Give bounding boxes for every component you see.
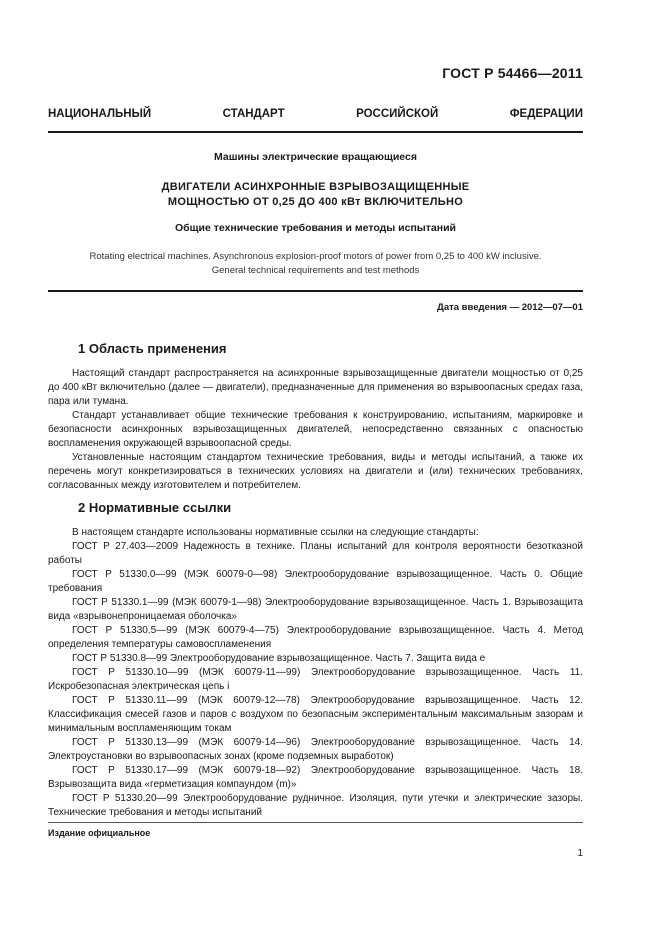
paragraph: Установленные настоящим стандартом технические требования, виды и методы испытаний, а также их перечень могут конкретизироваться в технических условиях на двигатели и (или) технических требованиях, согласованных между изготовителем и потребителем.: [48, 452, 583, 491]
footer-divider: [48, 822, 583, 823]
document-number: ГОСТ Р 54466—2011: [442, 65, 583, 81]
paragraph: В настоящем стандарте использованы нормативные ссылки на следующие стандарты:: [72, 527, 479, 538]
reference-item: ГОСТ Р 27.403—2009 Надежность в технике. Планы испытаний для контроля вероятности безотказной работы: [48, 541, 583, 566]
reference-item: ГОСТ Р 51330.20—99 Электрооборудование рудничное. Изоляция, пути утечки и электрические зазоры. Технические требования и методы испытаний: [48, 793, 583, 818]
middle-divider: [48, 290, 583, 292]
reference-item: ГОСТ Р 51330.5—99 (МЭК 60079-4—75) Электрооборудование взрывозащищенное. Часть 4. Метод определения температуры самовоспламенения: [48, 625, 583, 650]
section-1-heading: 1 Область применения: [78, 341, 227, 356]
national-standard-banner: [48, 108, 583, 120]
reference-item: ГОСТ Р 51330.17—99 (МЭК 60079-18—92) Электрооборудование взрывозащищенное. Часть 18. Взрывозащита вида «герметизация компаундом (m)»: [48, 765, 583, 790]
banner-word: НАЦИОНАЛЬНЫЙ: [48, 108, 152, 120]
section-1-body: [48, 367, 583, 493]
machine-category: Машины электрические вращающиеся: [214, 151, 417, 163]
section-2-heading: 2 Нормативные ссылки: [78, 500, 232, 515]
paragraph: Настоящий стандарт распространяется на асинхронные взрывозащищенные двигатели мощностью от 0,25 до 400 кВт включительно (далее — двигатели), предназначенные для применения во взрывоопасных средах газа, пара или тумана.: [48, 368, 583, 407]
banner-word: ФЕДЕРАЦИИ: [509, 108, 583, 120]
page-number: 1: [577, 848, 583, 859]
requirements-subtitle: Общие технические требования и методы испытаний: [175, 222, 456, 234]
section-2-body: [48, 526, 583, 820]
reference-item: ГОСТ Р 51330.0—99 (МЭК 60079-0—98) Электрооборудование взрывозащищенное. Часть 0. Общие требования: [48, 569, 583, 594]
reference-item: ГОСТ Р 51330.13—99 (МЭК 60079-14—96) Электрооборудование взрывозащищенное. Часть 14. Электроустановки во взрывоопасных зонах (кроме подземных выработок): [48, 737, 583, 762]
paragraph: Стандарт устанавливает общие технические требования к конструированию, испытаниям, маркировке и безопасности асинхронных взрывозащищенных двигателей, непосредственно связанных с опасностью воспламенения окружающей взрывоопасной среды.: [48, 410, 583, 449]
reference-item: ГОСТ Р 51330.10—99 (МЭК 60079-11—99) Электрооборудование взрывозащищенное. Часть 11. Искробезопасная электрическая цепь i: [48, 667, 583, 692]
banner-word: СТАНДАРТ: [222, 108, 285, 120]
reference-item: ГОСТ Р 51330.11—99 (МЭК 60079-12—78) Электрооборудование взрывозащищенное. Часть 12. Классификация смесей газов и паров с воздухом по безопасным экспериментальным максимальным зазорам и минимальным воспламеняющим токам: [48, 695, 583, 734]
english-title: [48, 250, 583, 278]
main-title: [48, 180, 583, 210]
main-title-line-2: МОЩНОСТЬЮ ОТ 0,25 ДО 400 кВт ВКЛЮЧИТЕЛЬНО: [167, 196, 464, 208]
official-edition-label: Издание официальное: [48, 828, 151, 838]
introduction-date: Дата введения — 2012—07—01: [437, 302, 583, 313]
reference-item: ГОСТ Р 51330.8—99 Электрооборудование взрывозащищенное. Часть 7. Защита вида е: [72, 653, 486, 664]
reference-item: ГОСТ Р 51330.1—99 (МЭК 60079-1—98) Электрооборудование взрывозащищенное. Часть 1. Взрывозащита вида «взрывонепроницаемая оболочка»: [48, 597, 583, 622]
banner-word: РОССИЙСКОЙ: [356, 108, 439, 120]
top-divider: [48, 131, 583, 133]
english-title-line-2: General technical requirements and test methods: [211, 265, 420, 276]
english-title-line-1: Rotating electrical machines. Asynchronous explosion-proof motors of power from 0,25 to 400 kW inclusive.: [89, 251, 542, 262]
main-title-line-1: ДВИГАТЕЛИ АСИНХРОННЫЕ ВЗРЫВОЗАЩИЩЕННЫЕ: [161, 181, 470, 193]
